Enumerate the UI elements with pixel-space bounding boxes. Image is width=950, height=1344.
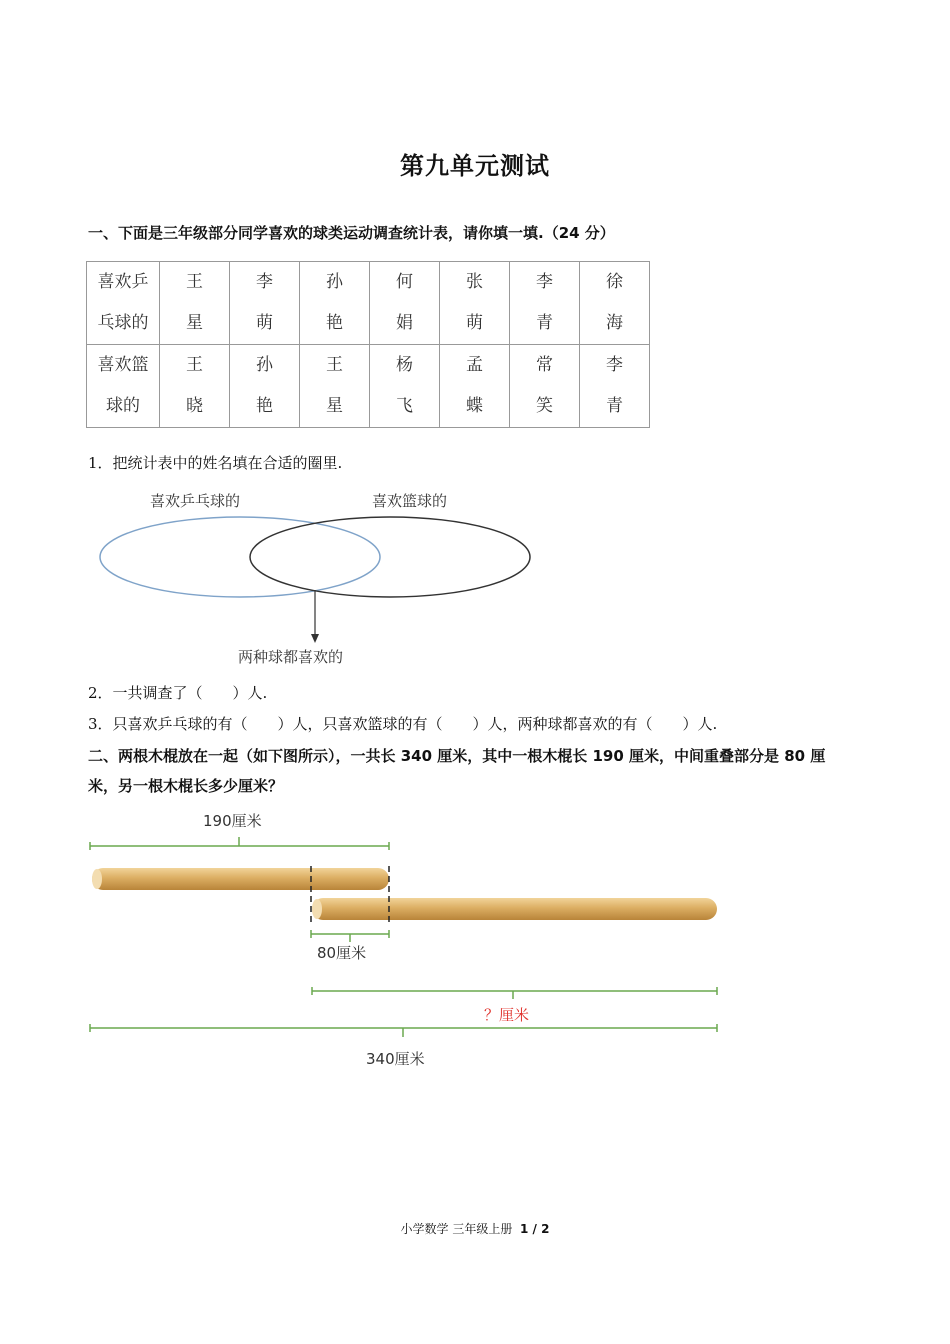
- name-char: 王: [186, 355, 203, 375]
- name-cell: [510, 262, 580, 345]
- name-char: 何: [396, 272, 413, 292]
- row-header-pingpong: [87, 262, 160, 345]
- venn-left-circle: [100, 517, 380, 597]
- name-char: 蝶: [466, 396, 483, 416]
- name-cell: [440, 262, 510, 345]
- stick-1: [92, 868, 389, 890]
- name-cell: [370, 262, 440, 345]
- name-char: 李: [536, 272, 553, 292]
- survey-table: [86, 261, 650, 428]
- name-char: 青: [536, 313, 553, 333]
- bracket-unknown: [312, 987, 717, 999]
- name-char: 星: [186, 313, 203, 333]
- arrow-down-icon: [311, 634, 319, 643]
- name-cell: [370, 345, 440, 428]
- venn-both-label: 两种球都喜欢的: [238, 648, 344, 666]
- name-char: 萌: [256, 313, 273, 333]
- question-2: 2．一共调查了（ ）人.: [88, 684, 268, 702]
- name-char: 晓: [186, 396, 203, 416]
- name-cell: [510, 345, 580, 428]
- question-3: 3．只喜欢乒乓球的有（ ）人，只喜欢篮球的有（ ）人，两种球都喜欢的有（ ）人.: [88, 715, 718, 733]
- venn-left-label: 喜欢乒乓球的: [150, 492, 241, 510]
- name-char: 徐: [606, 272, 623, 292]
- name-char: 飞: [396, 396, 413, 416]
- table-row: [87, 262, 650, 345]
- section1-heading: 一、下面是三年级部分同学喜欢的球类运动调查统计表，请你填一填.（24 分）: [88, 224, 615, 242]
- venn-right-label: 喜欢篮球的: [372, 492, 448, 510]
- name-char: 海: [606, 313, 623, 333]
- bracket-340: [90, 1024, 717, 1037]
- name-char: 孙: [326, 272, 343, 292]
- name-cell: [580, 345, 650, 428]
- name-cell: [230, 262, 300, 345]
- header-line: 喜欢篮: [97, 355, 149, 375]
- label-340: 340厘米: [366, 1050, 425, 1068]
- stick-2-end: [312, 899, 322, 919]
- header-line: 乓球的: [97, 313, 149, 333]
- footer-subject: 小学数学 三年级上册: [400, 1222, 513, 1236]
- bracket-80: [311, 930, 389, 942]
- label-80: 80厘米: [317, 944, 367, 962]
- table-row: [87, 345, 650, 428]
- section2-heading-line2: 米，另一根木棍长多少厘米？: [88, 777, 284, 795]
- name-cell: [580, 262, 650, 345]
- label-190: 190厘米: [203, 812, 262, 830]
- name-char: 王: [326, 355, 343, 375]
- venn-right-circle: [250, 517, 530, 597]
- stick-1-end: [92, 869, 102, 889]
- page-title: 第九单元测试: [400, 152, 550, 180]
- stick-diagram: [80, 830, 740, 1060]
- name-char: 杨: [396, 355, 413, 375]
- name-cell: [300, 262, 370, 345]
- name-char: 王: [186, 272, 203, 292]
- row-header-basketball: [87, 345, 160, 428]
- name-cell: [160, 262, 230, 345]
- footer-page: 1 / 2: [520, 1222, 550, 1236]
- name-char: 李: [256, 272, 273, 292]
- name-char: 李: [606, 355, 623, 375]
- header-line: 喜欢乒: [97, 272, 149, 292]
- stick-2: [312, 898, 717, 920]
- name-char: 星: [326, 396, 343, 416]
- name-cell: [160, 345, 230, 428]
- name-cell: [440, 345, 510, 428]
- name-char: 孟: [466, 355, 483, 375]
- question-1: 1．把统计表中的姓名填在合适的圈里.: [88, 454, 343, 472]
- header-line: 球的: [106, 396, 140, 416]
- label-unknown: ？厘米: [484, 1006, 530, 1024]
- page-footer: [0, 1220, 950, 1237]
- section2-heading-line1: 二、两根木棍放在一起（如下图所示），一共长 340 厘米，其中一根木棍长 190 厘米，中间重叠部分是 80 厘: [88, 747, 826, 765]
- name-char: 常: [536, 355, 553, 375]
- bracket-190: [90, 837, 389, 850]
- name-char: 艳: [256, 396, 273, 416]
- name-char: 萌: [466, 313, 483, 333]
- name-char: 艳: [326, 313, 343, 333]
- name-char: 青: [606, 396, 623, 416]
- name-cell: [230, 345, 300, 428]
- name-char: 张: [466, 272, 483, 292]
- name-char: 娟: [396, 313, 413, 333]
- name-char: 孙: [256, 355, 273, 375]
- venn-diagram: [95, 510, 540, 650]
- name-char: 笑: [536, 396, 553, 416]
- name-cell: [300, 345, 370, 428]
